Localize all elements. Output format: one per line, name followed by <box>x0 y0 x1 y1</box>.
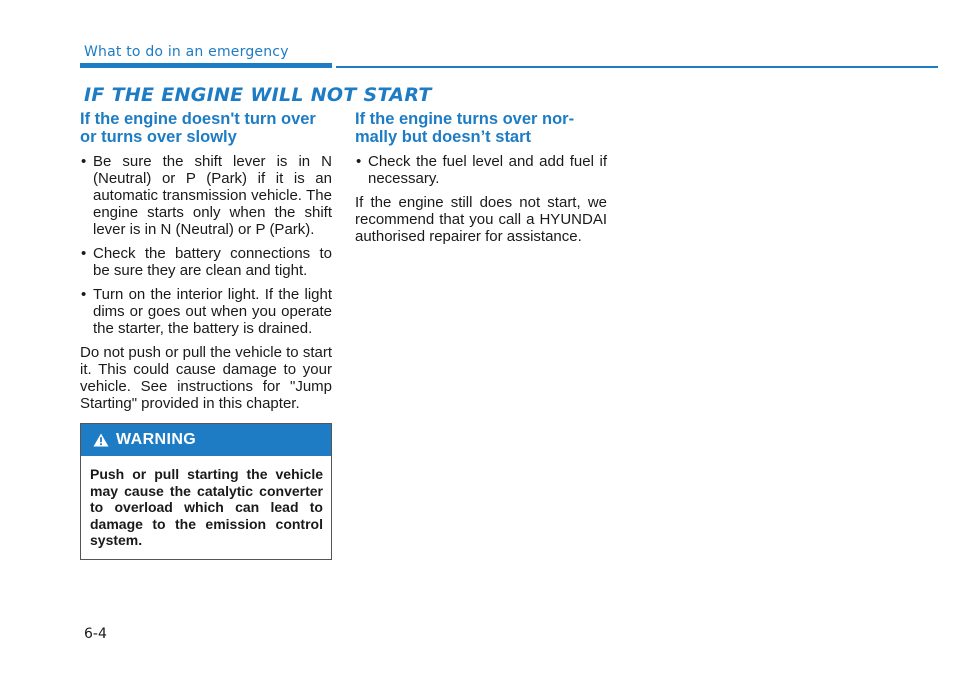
right-subheading-line2: mally but doesn’t start <box>355 128 532 146</box>
section-label: What to do in an emergency <box>84 44 289 60</box>
left-subheading-line2: or turns over slowly <box>80 128 237 146</box>
right-column <box>355 110 607 252</box>
header-rule-thin <box>336 66 938 68</box>
left-bullet-list <box>80 153 332 337</box>
warning-header <box>81 424 331 456</box>
list-item: • Be sure the shift lever is in N (Neutral) or P (Park) if it is an automatic transmission vehicle. The engine starts only when the shift lever is in N (Neutral) or P (Park). <box>80 153 332 238</box>
warning-box <box>80 423 332 560</box>
list-item: • Turn on the interior light. If the light dims or goes out when you operate the starter, the battery is drained. <box>80 286 332 337</box>
list-item: • Check the battery connections to be sure they are clean and tight. <box>80 245 332 279</box>
left-subheading <box>80 110 332 146</box>
warning-triangle-icon <box>93 433 109 447</box>
page-number: 6-4 <box>84 626 107 642</box>
right-subheading-line1: If the engine turns over nor- <box>355 110 575 128</box>
right-bullet-list <box>355 153 607 187</box>
header-rule-thick <box>80 63 332 68</box>
warning-text: Push or pull starting the vehicle may cause the catalytic converter to overload which can lead to damage to the emission control system. <box>90 466 323 548</box>
left-subheading-line1: If the engine doesn't turn over <box>80 110 316 128</box>
list-item: • Check the fuel level and add fuel if necessary. <box>355 153 607 187</box>
left-paragraph: Do not push or pull the vehicle to start it. This could cause damage to your vehicle. See instructions for "Jump Starting" provided in this chapter. <box>80 344 332 412</box>
right-subheading <box>355 110 607 146</box>
right-paragraph: If the engine still does not start, we recommend that you call a HYUNDAI authorised repairer for assistance. <box>355 194 607 245</box>
warning-label: WARNING <box>116 431 197 448</box>
left-column <box>80 110 332 419</box>
page-title: IF THE ENGINE WILL NOT START <box>84 84 432 106</box>
